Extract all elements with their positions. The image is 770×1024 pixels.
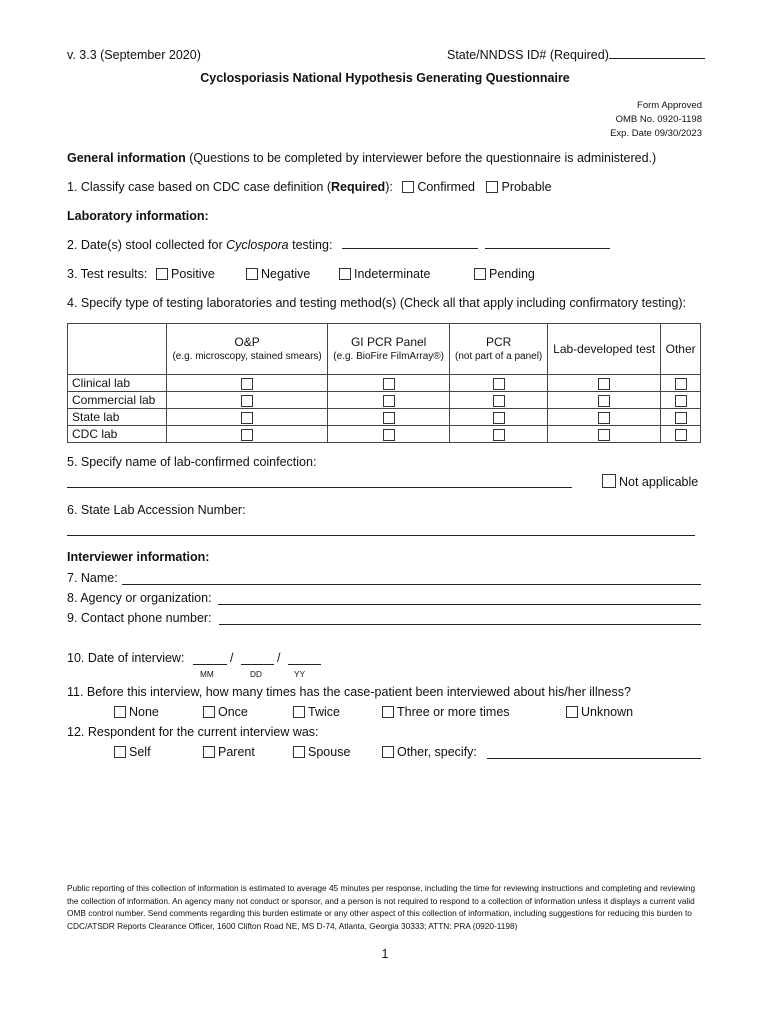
once-checkbox[interactable]: Once (203, 705, 248, 719)
interviewer-heading: Interviewer information: (67, 550, 210, 564)
agency-field[interactable] (218, 591, 701, 605)
stool-date-field-2[interactable] (485, 248, 610, 249)
burden-statement: Public reporting of this collection of information is estimated to average 45 minutes per response, including the time for reviewing instructions and completing and reviewing the collection of information. An agency many not conduct or sponsor, and a person is not required to respond to a collection of information unless it displays a current valid OMB control number. Send comments regarding this burden estimate or any other aspect of this collection of information, including suggestions for reducing this burden to CDC/ATSDR Reports Clearance Officer, 1600 Clifton Road NE, MS D-74, Atlanta, Georgia 30333; ATTN: PRA (0920-1198) (67, 883, 696, 932)
table-checkbox[interactable] (675, 395, 687, 407)
q5-coinfection: 5. Specify name of lab-confirmed coinfection: (67, 455, 317, 469)
date-separator: / (277, 651, 281, 665)
table-checkbox[interactable] (598, 395, 610, 407)
confirmed-checkbox[interactable]: Confirmed (402, 180, 475, 194)
stool-date-field-1[interactable] (342, 248, 478, 249)
dd-label: DD (250, 669, 262, 679)
q7-name-label: 7. Name: (67, 571, 118, 585)
row-label: Commercial lab (68, 392, 167, 409)
col-pcr: PCR (not part of a panel) (450, 324, 548, 375)
table-checkbox[interactable] (675, 412, 687, 424)
other-specify-field[interactable] (487, 745, 701, 759)
q2-stool-date: 2. Date(s) stool collected for Cyclospora testing: (67, 238, 610, 252)
table-checkbox[interactable] (598, 429, 610, 441)
not-applicable-checkbox[interactable]: Not applicable (602, 474, 698, 489)
q6-accession: 6. State Lab Accession Number: (67, 503, 246, 517)
q3-test-results: 3. Test results: (67, 267, 148, 281)
table-checkbox[interactable] (241, 412, 253, 424)
unknown-checkbox[interactable]: Unknown (566, 705, 633, 719)
interview-month-field[interactable] (193, 651, 227, 665)
table-checkbox[interactable] (241, 429, 253, 441)
self-checkbox[interactable]: Self (114, 745, 151, 759)
table-checkbox[interactable] (493, 395, 505, 407)
negative-checkbox[interactable]: Negative (246, 267, 310, 281)
none-checkbox[interactable]: None (114, 705, 159, 719)
table-checkbox[interactable] (383, 429, 395, 441)
state-id-field[interactable] (447, 48, 705, 62)
q8-agency-label: 8. Agency or organization: (67, 591, 212, 605)
table-checkbox[interactable] (598, 378, 610, 390)
table-checkbox[interactable] (493, 412, 505, 424)
lab-info-heading: Laboratory information: (67, 209, 209, 223)
accession-field[interactable] (67, 523, 695, 536)
table-row (68, 392, 701, 409)
table-checkbox[interactable] (493, 378, 505, 390)
exp-date: Exp. Date 09/30/2023 (610, 128, 702, 139)
table-row (68, 409, 701, 426)
parent-checkbox[interactable]: Parent (203, 745, 255, 759)
q12-respondent: 12. Respondent for the current interview was: (67, 725, 319, 739)
interview-year-field[interactable] (288, 651, 321, 665)
three-or-more-checkbox[interactable]: Three or more times (382, 705, 510, 719)
row-label: CDC lab (68, 426, 167, 443)
table-checkbox[interactable] (493, 429, 505, 441)
table-checkbox[interactable] (675, 378, 687, 390)
date-separator: / (230, 651, 234, 665)
table-row (68, 426, 701, 443)
omb-number: OMB No. 0920-1198 (615, 114, 702, 125)
table-checkbox[interactable] (598, 412, 610, 424)
q9-phone-label: 9. Contact phone number: (67, 611, 212, 625)
table-checkbox[interactable] (241, 395, 253, 407)
col-gi-pcr: GI PCR Panel (e.g. BioFire FilmArray®) (328, 324, 450, 375)
general-info-heading: General information (Questions to be completed by interviewer before the questionnaire is administered.) (67, 151, 657, 165)
name-field[interactable] (122, 571, 701, 585)
probable-checkbox[interactable]: Probable (486, 180, 551, 194)
pending-checkbox[interactable]: Pending (474, 267, 535, 281)
col-lab-developed: Lab-developed test (548, 324, 661, 375)
version-label: v. 3.3 (September 2020) (67, 48, 201, 62)
indeterminate-checkbox[interactable]: Indeterminate (339, 267, 430, 281)
q11-interview-count: 11. Before this interview, how many times has the case-patient been interviewed about his/her illness? (67, 685, 631, 699)
coinfection-field[interactable] (67, 475, 572, 488)
col-other: Other (661, 324, 701, 375)
q4-lab-type: 4. Specify type of testing laboratories and testing method(s) (Check all that apply including confirmatory testing): (67, 296, 687, 310)
mm-label: MM (200, 669, 214, 679)
other-checkbox[interactable]: Other, specify: (382, 745, 477, 759)
table-checkbox[interactable] (383, 378, 395, 390)
table-row (68, 375, 701, 392)
q1-classify-case: 1. Classify case based on CDC case definition (Required): Confirmed Probable (67, 180, 552, 194)
table-corner (68, 324, 167, 375)
row-label: Clinical lab (68, 375, 167, 392)
state-id-label: State/NNDSS ID# (Required) (447, 48, 609, 62)
interview-day-field[interactable] (241, 651, 274, 665)
row-label: State lab (68, 409, 167, 426)
yy-label: YY (294, 669, 306, 679)
table-checkbox[interactable] (383, 412, 395, 424)
table-checkbox[interactable] (675, 429, 687, 441)
page-number: 1 (381, 947, 389, 961)
page-title: Cyclosporiasis National Hypothesis Generating Questionnaire (200, 71, 570, 85)
lab-method-table (67, 323, 701, 443)
table-checkbox[interactable] (241, 378, 253, 390)
positive-checkbox[interactable]: Positive (156, 267, 215, 281)
phone-field[interactable] (219, 611, 701, 625)
q10-date-label: 10. Date of interview: (67, 651, 185, 665)
form-approved: Form Approved (637, 100, 702, 111)
table-checkbox[interactable] (383, 395, 395, 407)
spouse-checkbox[interactable]: Spouse (293, 745, 350, 759)
col-oandp: O&P (e.g. microscopy, stained smears) (167, 324, 328, 375)
twice-checkbox[interactable]: Twice (293, 705, 340, 719)
